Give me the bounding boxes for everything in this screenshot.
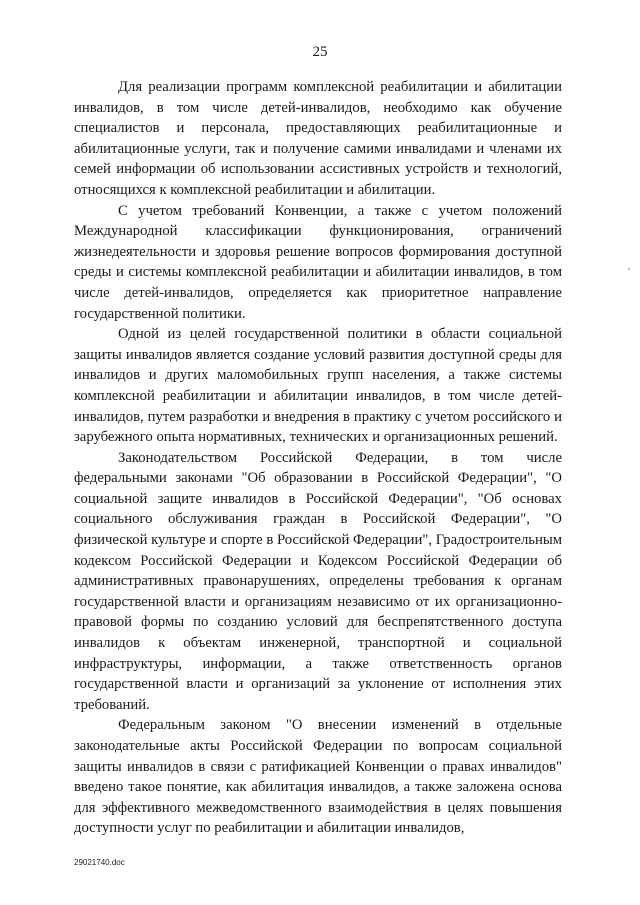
- paragraph: Для реализации программ комплексной реабилитации и абилитации инвалидов, в том числе детей-инвалидов, необходимо как обучение специалистов и персонала, предоставляющих реабилитационные и абилитационные услуги, так и получение самими инвалидами и членами их семей информации об использовании ассистивных устройств и технологий, относящихся к комплексной реабилитации и абилитации.: [74, 79, 562, 198]
- paragraph: Федеральным законом "О внесении изменений в отдельные законодательные акты Российской Федерации по вопросам социальной защиты инвалидов в связи с ратификацией Конвенции о правах инвалидов" введено такое понятие, как абилитация инвалидов, а также заложена основа для эффективного межведомственного взаимодействия в целях повышения доступности услуг по реабилитации и абилитации инвалидов,: [74, 717, 562, 837]
- scan-speck: [628, 268, 630, 270]
- footer-filename: 29021740.doc: [74, 858, 125, 867]
- page-number: 25: [312, 44, 328, 60]
- paragraph: Одной из целей государственной политики в области социальной защиты инвалидов является создание условий развития доступной среды для инвалидов и других маломобильных групп населения, а также системы комплексной реабилитации и абилитации инвалидов, в том числе детей-инвалидов, путем разработки и внедрения в практику с учетом российского и зарубежного опыта нормативных, технических и организационных решений.: [74, 326, 562, 446]
- paragraph: Законодательством Российской Федерации, в том числе федеральными законами "Об образовании в Российской Федерации", "О социальной защите инвалидов в Российской Федерации", "Об основах социального обслуживания граждан в Российской Федерации", "О физической культуре и спорте в Российской Федерации", Градостроительным кодексом Российской Федерации и Кодексом Российской Федерации об административных правонарушениях, определены требования к органам государственной власти и организациям независимо от их организационно-правовой формы по созданию условий для беспрепятственного доступа инвалидов к объектам инженерной, транспортной и социальной инфраструктуры, информации, а также ответственность органов государственной власти и организаций за уклонение от исполнения этих требований.: [74, 449, 562, 713]
- paragraph: С учетом требований Конвенции, а также с учетом положений Международной классификации функционирования, ограничений жизнедеятельности и здоровья решение вопросов формирования доступной среды и системы комплексной реабилитации и абилитации инвалидов, в том числе детей-инвалидов, определяется как приоритетное направление государственной политики.: [74, 202, 562, 322]
- document-body: [74, 77, 562, 839]
